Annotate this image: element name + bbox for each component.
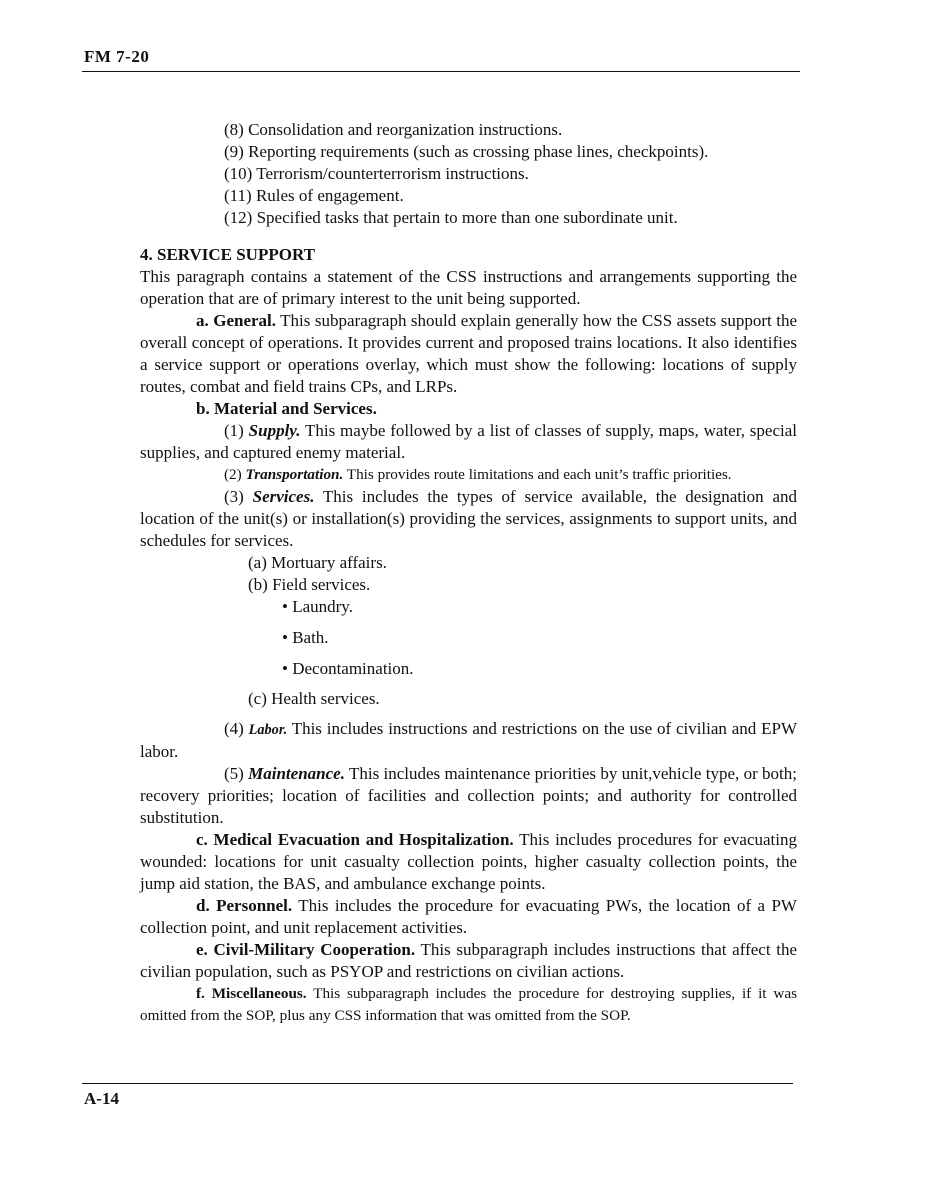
para-miscellaneous [140, 983, 797, 1027]
services-mortuary: (a) Mortuary affairs. [248, 553, 387, 572]
medical-label: c. Medical Evacuation and Hospitalization. [196, 830, 514, 849]
header-rule [82, 71, 800, 72]
coordination-list [140, 119, 797, 229]
transport-num: (2) [224, 466, 246, 483]
labor-label: Labor. [248, 722, 288, 738]
services-num: (3) [224, 487, 253, 506]
labor-text: This includes instructions and restrictions on the use of civilian and EPW labor. [140, 719, 797, 761]
list-item: (9) Reporting requirements (such as crossing phase lines, checkpoints). [224, 142, 709, 161]
list-item: (10) Terrorism/counterterrorism instructions. [224, 164, 529, 183]
para-material-services [140, 398, 797, 420]
maintenance-num: (5) [224, 764, 249, 783]
list-item: (12) Specified tasks that pertain to more than one subordinate unit. [224, 208, 678, 227]
para-material-label: b. Material and Services. [196, 399, 377, 418]
page-body [140, 119, 797, 1027]
section-intro: This paragraph contains a statement of the CSS instructions and arrangements supporting the operation that are of primary interest to the unit being supported. [140, 267, 797, 308]
bullet-laundry: • Laundry. [282, 597, 353, 616]
page-number: A-14 [84, 1089, 119, 1108]
list-item: (11) Rules of engagement. [224, 186, 404, 205]
page-header: FM 7-20 [84, 47, 150, 66]
list-item: (8) Consolidation and reorganization instructions. [224, 120, 563, 139]
transport-text: This provides route limitations and each unit’s traffic priorities. [343, 466, 732, 483]
supply-num: (1) [224, 421, 249, 440]
personnel-text: This includes the procedure for evacuating PWs, the location of a PW collection point, and unit replacement activities. [140, 896, 797, 937]
bullet-bath: • Bath. [282, 628, 329, 647]
maintenance-label: Maintenance. [248, 764, 345, 783]
miscellaneous-text: This subparagraph includes the procedure for destroying supplies, if it was omitted from the SOP, plus any CSS information that was omitted from the SOP. [140, 985, 797, 1024]
medical-text: This includes procedures for evacuating wounded: locations for unit casualty collection points, higher casualty collection points, the jump aid station, the BAS, and ambulance exchange points. [140, 830, 797, 893]
labor-num: (4) [224, 719, 249, 738]
civil-military-label: e. Civil-Military Cooperation. [196, 940, 416, 959]
para-maintenance [140, 763, 797, 829]
personnel-label: d. Personnel. [196, 896, 293, 915]
para-labor [140, 718, 797, 763]
section-heading: 4. SERVICE SUPPORT [140, 245, 315, 264]
para-civil-military [140, 939, 797, 983]
para-supply [140, 420, 797, 464]
para-transportation [140, 464, 797, 486]
para-general-text: This subparagraph should explain generally how the CSS assets support the overall concept of operations. It provides current and proposed trains locations. It also identifies a service support or operations overlay, which must show the following: locations of supply routes, combat and field trains CPs, and LRPs. [140, 311, 797, 396]
miscellaneous-label: f. Miscellaneous. [196, 985, 307, 1002]
services-field: (b) Field services. [248, 575, 371, 594]
services-health: (c) Health services. [248, 689, 380, 708]
para-general-label: a. General. [196, 311, 277, 330]
civil-military-text: This subparagraph includes instructions that affect the civilian population, such as PSYOP and restrictions on civilian actions. [140, 940, 797, 981]
maintenance-text: This includes maintenance priorities by unit,vehicle type, or both; recovery priorities; location of facilities and collection points; and authority for controlled substitution. [140, 764, 797, 827]
services-text: This includes the types of service available, the designation and location of the unit(s) or installation(s) providing the services, assignments to support units, and schedules for services. [140, 487, 798, 550]
transport-label: Transportation. [245, 466, 344, 483]
supply-label: Supply. [248, 421, 301, 440]
footer-rule [82, 1083, 793, 1084]
para-services [140, 486, 797, 552]
para-personnel [140, 895, 797, 939]
para-general [140, 310, 797, 398]
services-label: Services. [252, 487, 315, 506]
supply-text: This maybe followed by a list of classes of supply, maps, water, special supplies, and captured enemy material. [140, 421, 797, 462]
para-medical [140, 829, 797, 895]
bullet-decontamination: • Decontamination. [282, 659, 414, 678]
